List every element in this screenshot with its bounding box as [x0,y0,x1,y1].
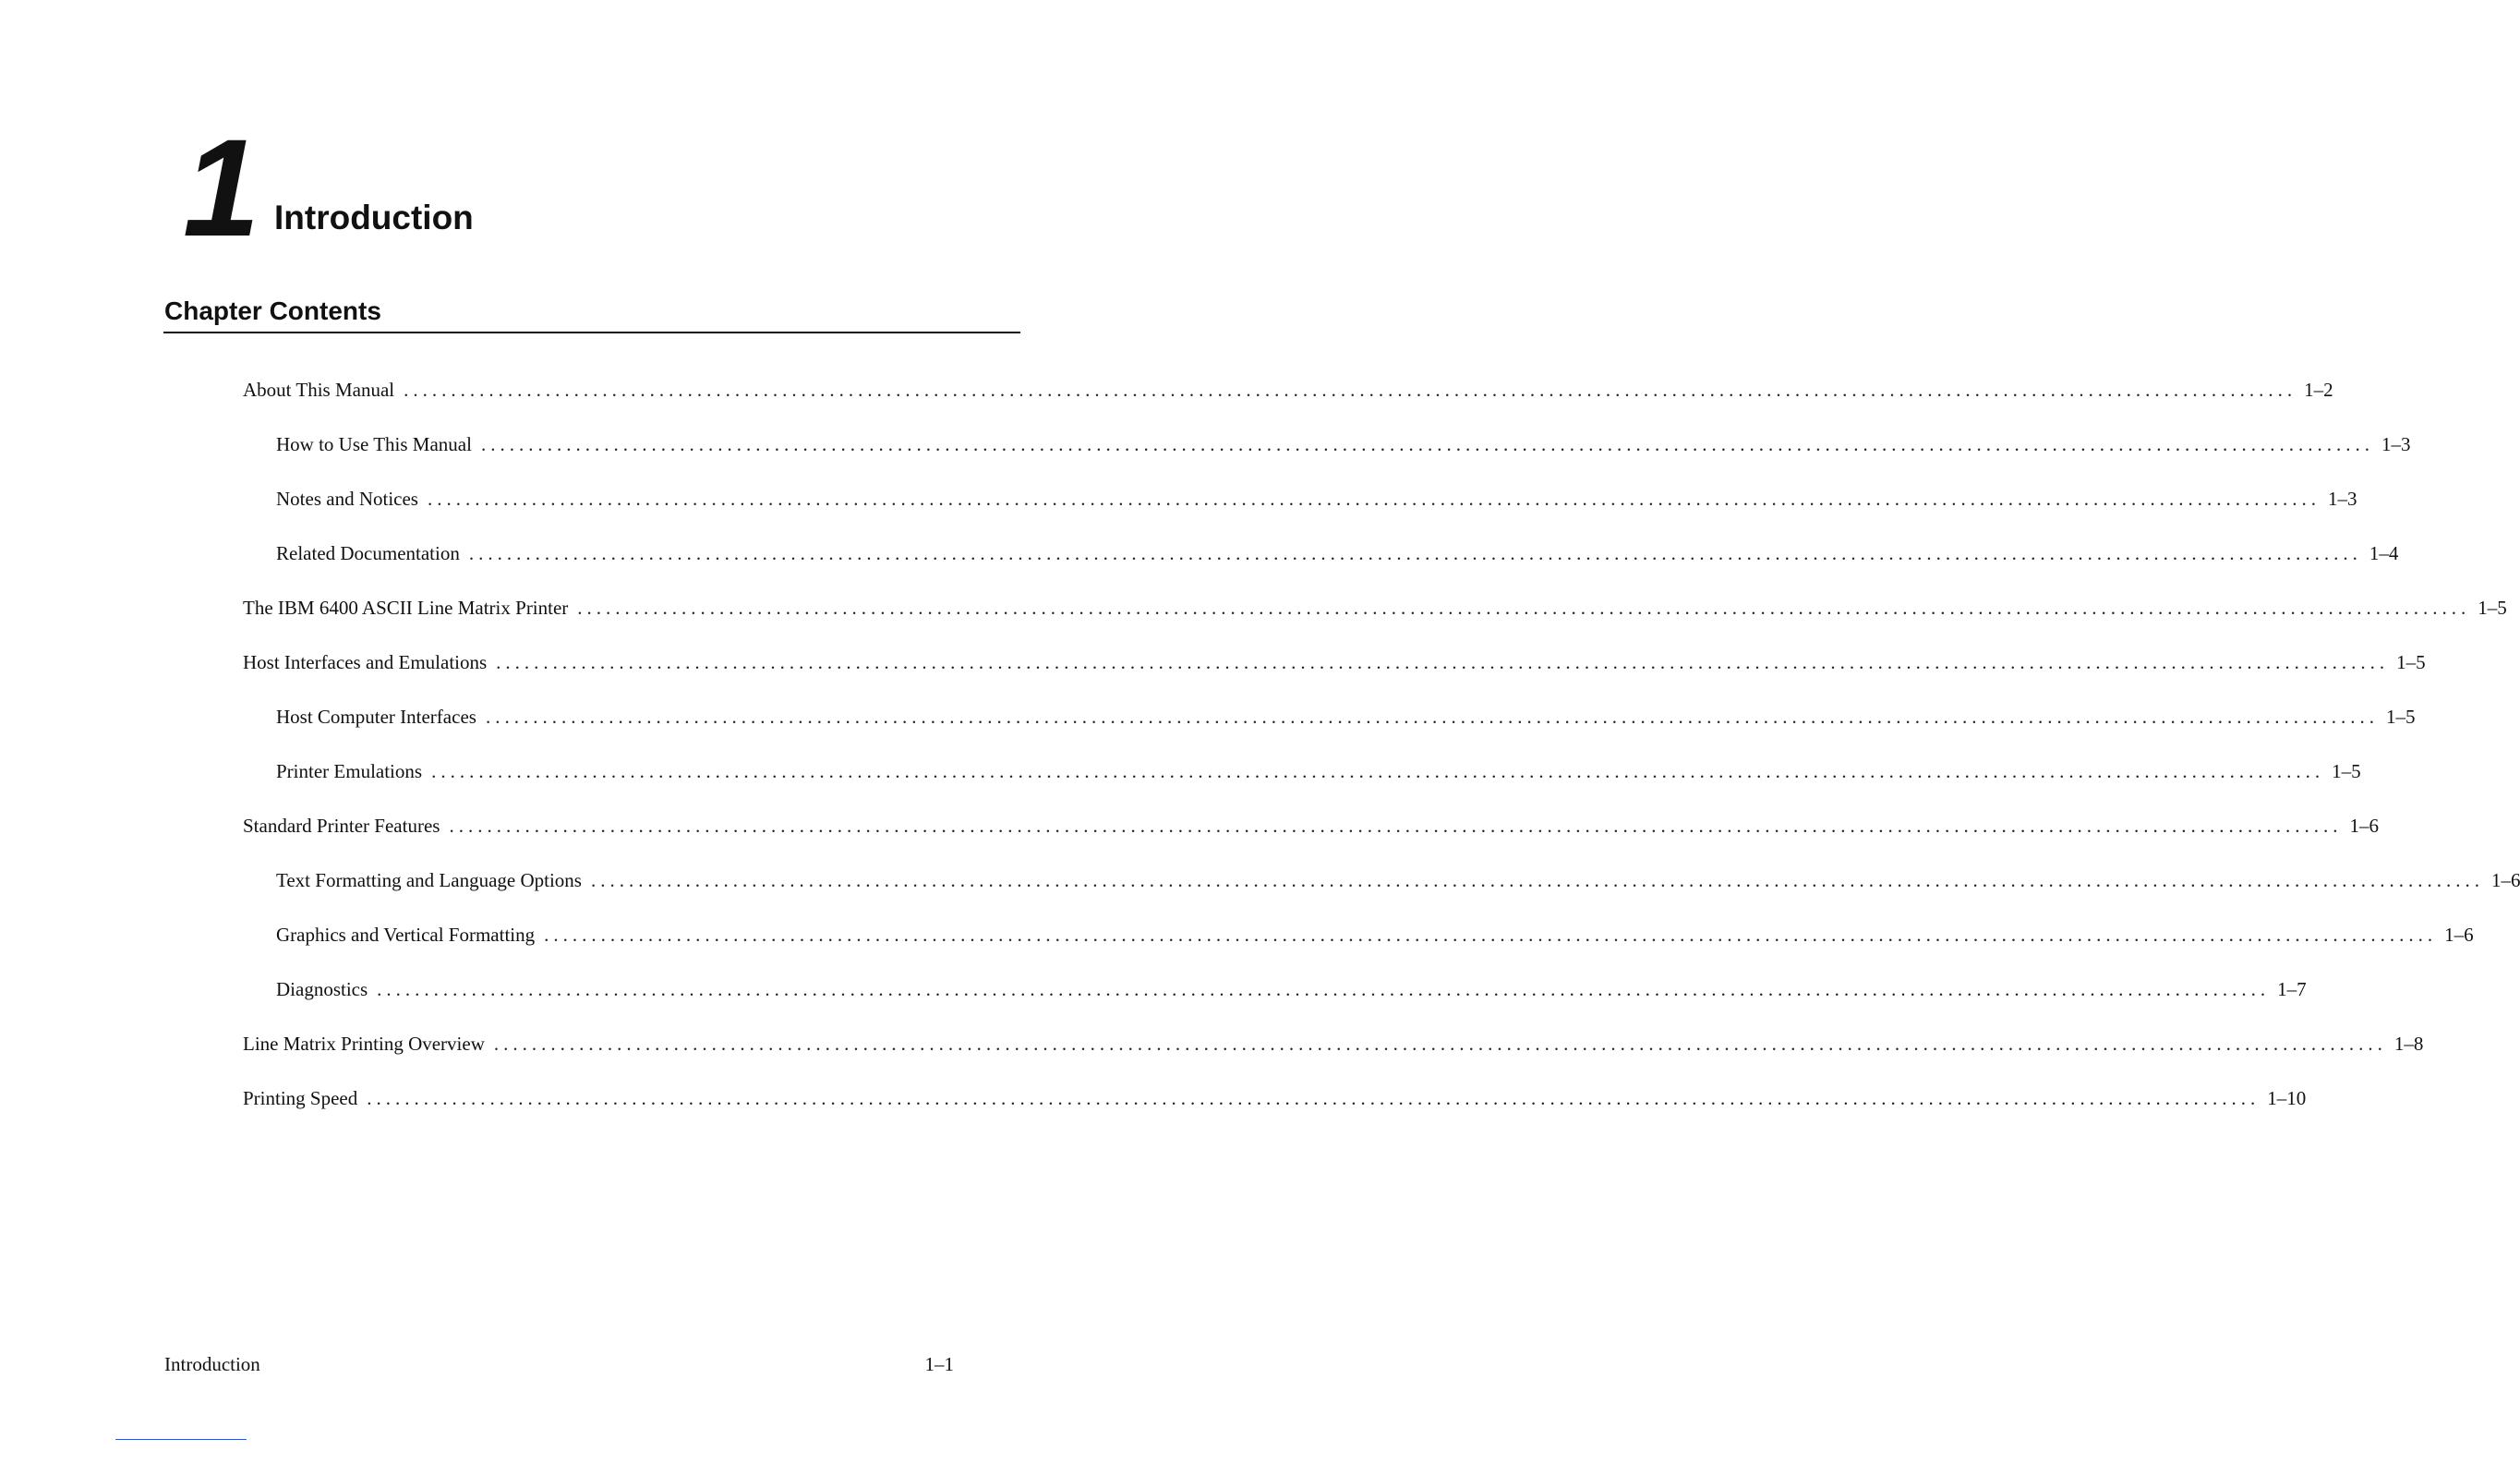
toc-entry[interactable] [243,1025,2424,1080]
toc-entry-page: 1–6 [2349,815,2379,837]
toc-dot-leader: ........................................................................................................................................................................................................ [449,815,2343,837]
toc-entry-page: 1–2 [2304,379,2333,401]
toc-entry-title: Diagnostics [276,978,368,1000]
toc-entry[interactable] [243,807,2379,862]
toc-entry-title: Graphics and Vertical Formatting [276,924,536,946]
toc-entry-page: 1–10 [2267,1087,2307,1109]
toc-entry-title: Host Computer Interfaces [276,706,476,728]
toc-dot-leader: ........................................................................................................................................................................................................ [431,760,2325,782]
toc-entry[interactable] [243,862,2520,916]
toc-dot-leader: ........................................................................................................................................................................................................ [377,978,2271,1000]
toc-entry-title: Line Matrix Printing Overview [243,1033,485,1055]
toc-entry[interactable] [243,916,2474,971]
toc-entry-title: Printer Emulations [276,760,423,782]
footer-section-title: Introduction [164,1353,260,1375]
toc-dot-leader: ........................................................................................................................................................................................................ [367,1087,2261,1109]
toc-entry-page: 1–8 [2393,1033,2424,1055]
toc-dot-leader: ........................................................................................................................................................................................................ [480,433,2374,455]
chapter-title: Introduction [274,199,474,236]
bottom-divider [115,1439,247,1440]
toc-entry[interactable] [243,535,2399,589]
toc-entry[interactable] [243,589,2507,644]
toc-dot-leader: ........................................................................................................................................................................................................ [468,542,2362,564]
chapter-number: 1 [183,110,257,265]
toc-entry-page: 1–3 [2381,433,2411,455]
toc-entry-page: 1–5 [2385,706,2416,728]
toc-entry[interactable] [243,753,2361,807]
toc-entry-title: Printing Speed [243,1087,358,1109]
toc-dot-leader: ........................................................................................................................................................................................................ [496,651,2390,673]
toc-entry[interactable] [243,371,2333,426]
toc-dot-leader: ........................................................................................................................................................................................................ [404,379,2297,401]
toc-dot-leader: ........................................................................................................................................................................................................ [493,1033,2387,1055]
toc-entry-title: About This Manual [243,379,395,401]
toc-entry-page: 1–3 [2327,488,2357,510]
toc-entry-title: How to Use This Manual [276,433,472,455]
contents-divider [163,332,1020,333]
toc-entry-page: 1–5 [2332,760,2361,782]
contents-heading: Chapter Contents [164,296,381,325]
toc-entry-page: 1–6 [2490,869,2520,891]
toc-entry-title: Related Documentation [276,542,460,564]
toc-entry-title: The IBM 6400 ASCII Line Matrix Printer [243,597,569,619]
toc-dot-leader: ........................................................................................................................................................................................................ [590,869,2484,891]
toc-dot-leader: ........................................................................................................................................................................................................ [485,706,2379,728]
footer-page-number: 1–1 [924,1353,954,1375]
toc-entry[interactable] [243,1080,2307,1134]
toc-dot-leader: ........................................................................................................................................................................................................ [427,488,2321,510]
toc-entry-title: Text Formatting and Language Options [276,869,582,891]
toc-entry[interactable] [243,971,2307,1025]
toc-entry-page: 1–6 [2444,924,2474,946]
toc-entry[interactable] [243,698,2416,753]
toc-entry-title: Host Interfaces and Emulations [243,651,488,673]
toc-entry-title: Notes and Notices [276,488,418,510]
toc-entry-page: 1–5 [2478,597,2507,619]
toc-entry[interactable] [243,644,2426,698]
toc-entry[interactable] [243,480,2357,535]
toc-dot-leader: ........................................................................................................................................................................................................ [544,924,2438,946]
table-of-contents [243,371,2520,1134]
toc-entry-page: 1–7 [2277,978,2307,1000]
toc-dot-leader: ........................................................................................................................................................................................................ [577,597,2471,619]
toc-entry-title: Standard Printer Features [243,815,440,837]
toc-entry-page: 1–5 [2396,651,2426,673]
toc-entry[interactable] [243,426,2411,480]
toc-entry-page: 1–4 [2369,542,2399,564]
